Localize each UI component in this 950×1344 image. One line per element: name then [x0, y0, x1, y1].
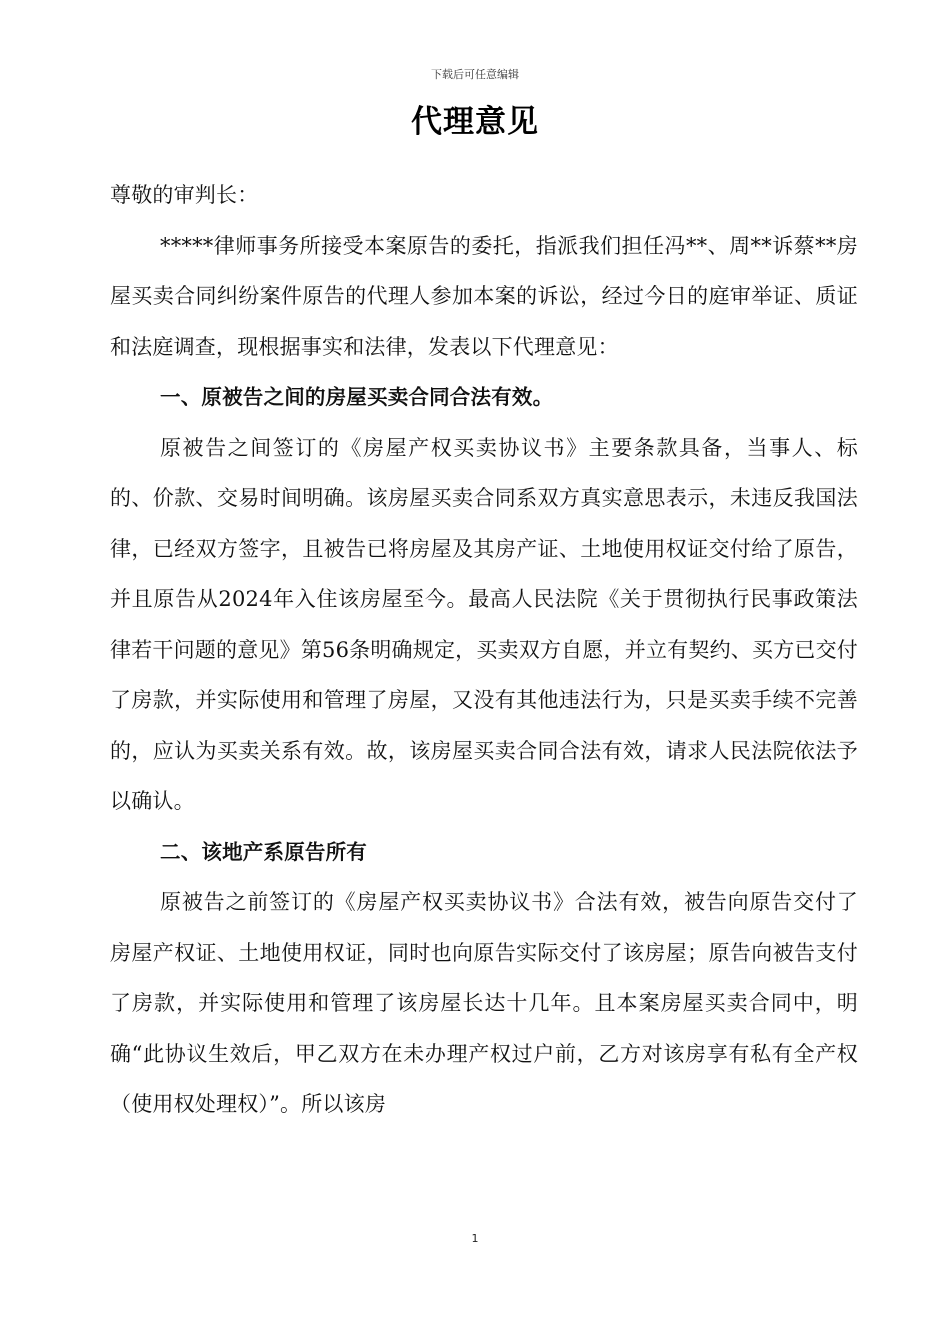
page-number: 1 — [471, 1232, 479, 1245]
intro-paragraph: *****律师事务所接受本案原告的委托，指派我们担任冯**、周**诉蔡**房屋买卖合同纠纷案件原告的代理人参加本案的诉讼，经过今日的庭审举证、质证和法庭调查，现根据事实和法律，发表以下代理意见： — [110, 233, 858, 359]
document-body — [110, 170, 858, 1130]
salutation: 尊敬的审判长： — [110, 183, 259, 207]
section-2-paragraph: 原被告之前签订的《房屋产权买卖协议书》合法有效，被告向原告交付了房屋产权证、土地使用权证，同时也向原告实际交付了该房屋；原告向被告支付了房款，并实际使用和管理了该房屋长达十几年。且本案房屋买卖合同中，明确“此协议生效后，甲乙双方在未办理产权过户前，乙方对该房享有私有全产权（使用权处理权）”。所以该房 — [110, 890, 858, 1116]
document-title: 代理意见 — [411, 104, 539, 140]
section-1-paragraph: 原被告之间签订的《房屋产权买卖协议书》主要条款具备，当事人、标的、价款、交易时间明确。该房屋买卖合同系双方真实意思表示，未违反我国法律，已经双方签字，且被告已将房屋及其房产证、土地使用权证交付给了原告，并且原告从2024年入住该房屋至今。最高人民法院《关于贯彻执行民事政策法律若干问题的意见》第56条明确规定，买卖双方自愿，并立有契约、买方已交付了房款，并实际使用和管理了房屋，又没有其他违法行为，只是买卖手续不完善的，应认为买卖关系有效。故，该房屋买卖合同合法有效，请求人民法院依法予以确认。 — [110, 435, 858, 813]
section-1-heading: 一、原被告之间的房屋买卖合同合法有效。 — [160, 385, 554, 409]
section-2-heading: 二、该地产系原告所有 — [160, 839, 367, 864]
header-note: 下载后可任意编辑 — [431, 68, 519, 81]
